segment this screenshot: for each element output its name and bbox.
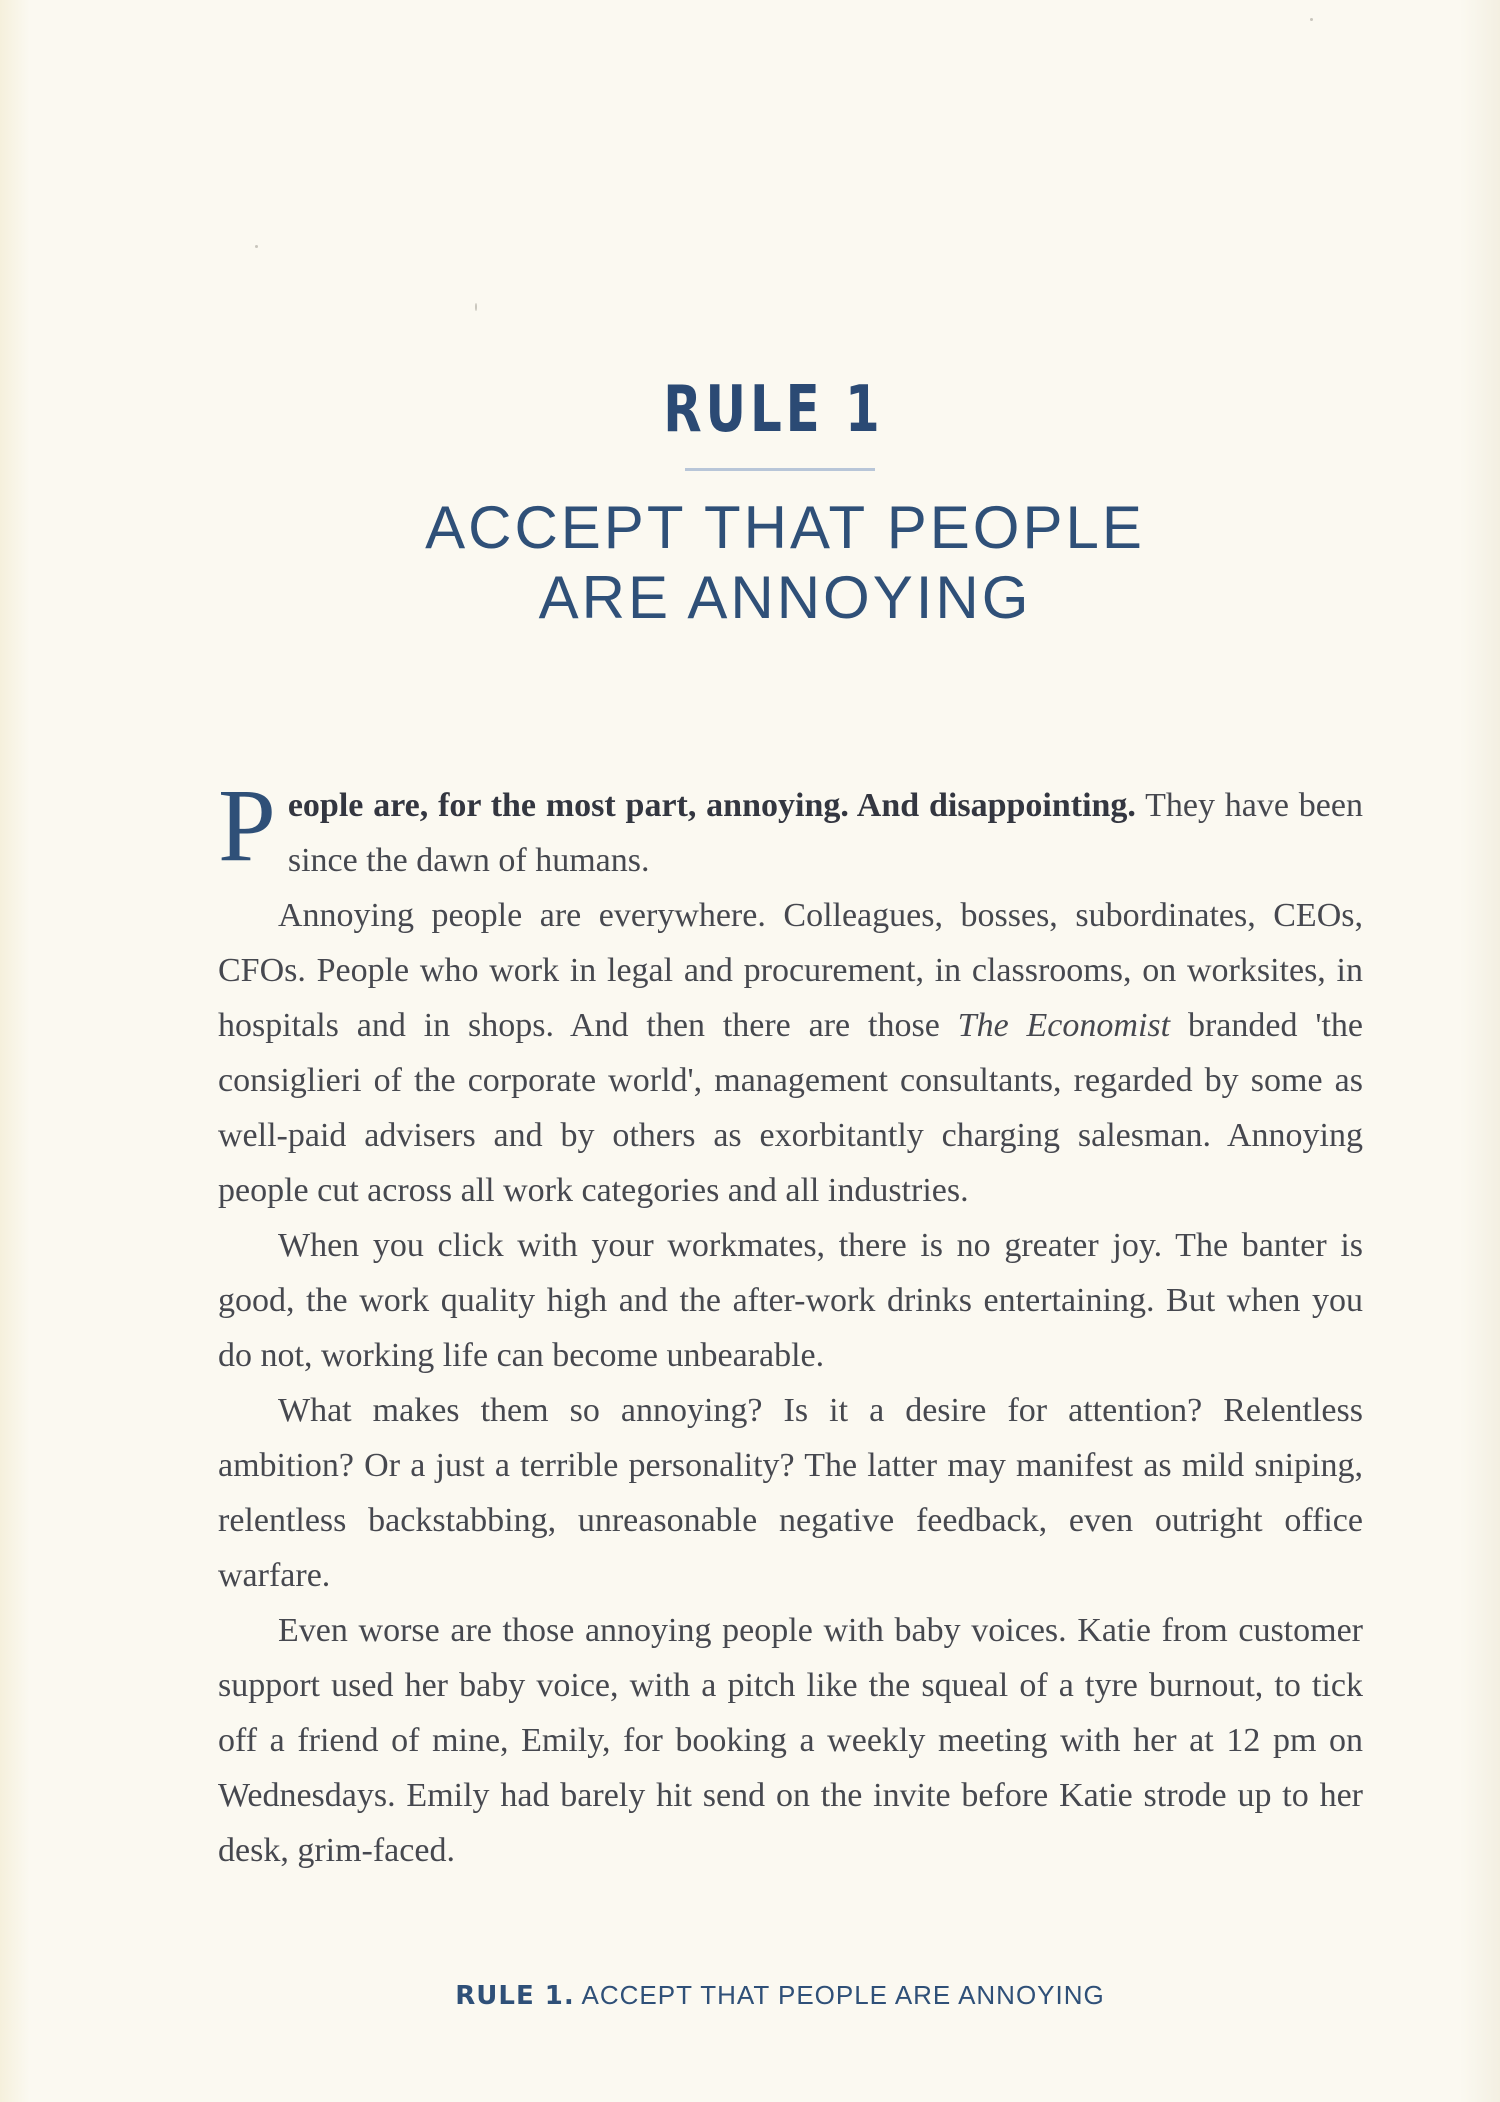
paragraph-2-text-c: branded 'the consiglieri of the corporate world', management consultants, regarded by some as well-paid advisers and by others as exorbitantly charging salesman. Annoying people cut across all work categories and all industries. [218,1007,1364,1209]
running-footer [0,1980,1500,2011]
publication-title: The Economist [957,1007,1171,1044]
drop-cap: P [218,768,276,883]
page-speck [475,303,477,311]
paragraph-3: When you click with your workmates, there is no greater joy. The banter is good, the work quality high and the after-work drinks entertaining. But when you do not, working life can become unbearable. [218,1227,1363,1374]
paragraph-2-text: Annoying people are everywhere. Colleagues, bosses, subordinates, CEOs, CFOs. People who work in legal and procurement, in classrooms, on worksites, in hospitals and in shops. And then there are [218,897,1363,1044]
page-speck [1310,18,1313,21]
chapter-heading [0,370,1500,633]
lead-continuation: They have been since the dawn of humans. [287,787,1363,879]
rule-number: RULE 1 [663,373,884,447]
footer-title: ACCEPT THAT PEOPLE ARE ANNOYING [574,1980,1105,2010]
rule-underline [685,468,875,471]
body-text [218,768,1364,1878]
page-speck [255,245,258,248]
paragraph-4: What makes them so annoying? Is it a desire for attention? Relentless ambition? Or a just a terrible personality? The latter may manifest as mild sniping, relentless backstabbing, unreasonable negative feedback, even outright office warfare. [218,1392,1363,1594]
lead-sentence: eople are, for the most part, annoying. And disappointing. [287,787,1136,824]
paragraph-2 [218,888,1363,1218]
paragraph-1 [218,768,1363,888]
chapter-title-line-1: ACCEPT THAT PEOPLE [425,494,1145,561]
chapter-title [0,493,1500,633]
paragraph-2-text-b: those [868,1007,958,1044]
footer-rule-number: RULE 1. [455,1981,575,2011]
paragraph-5: Even worse are those annoying people with baby voices. Katie from customer support used her baby voice, with a pitch like the squeal of a tyre burnout, to tick off a friend of mine, Emily, for booking a weekly meeting with her at 12 pm on Wednesdays. Emily had barely hit send on the invite before Katie strode up to her desk, grim-faced. [218,1612,1363,1869]
chapter-title-line-2: ARE ANNOYING [538,564,1032,631]
